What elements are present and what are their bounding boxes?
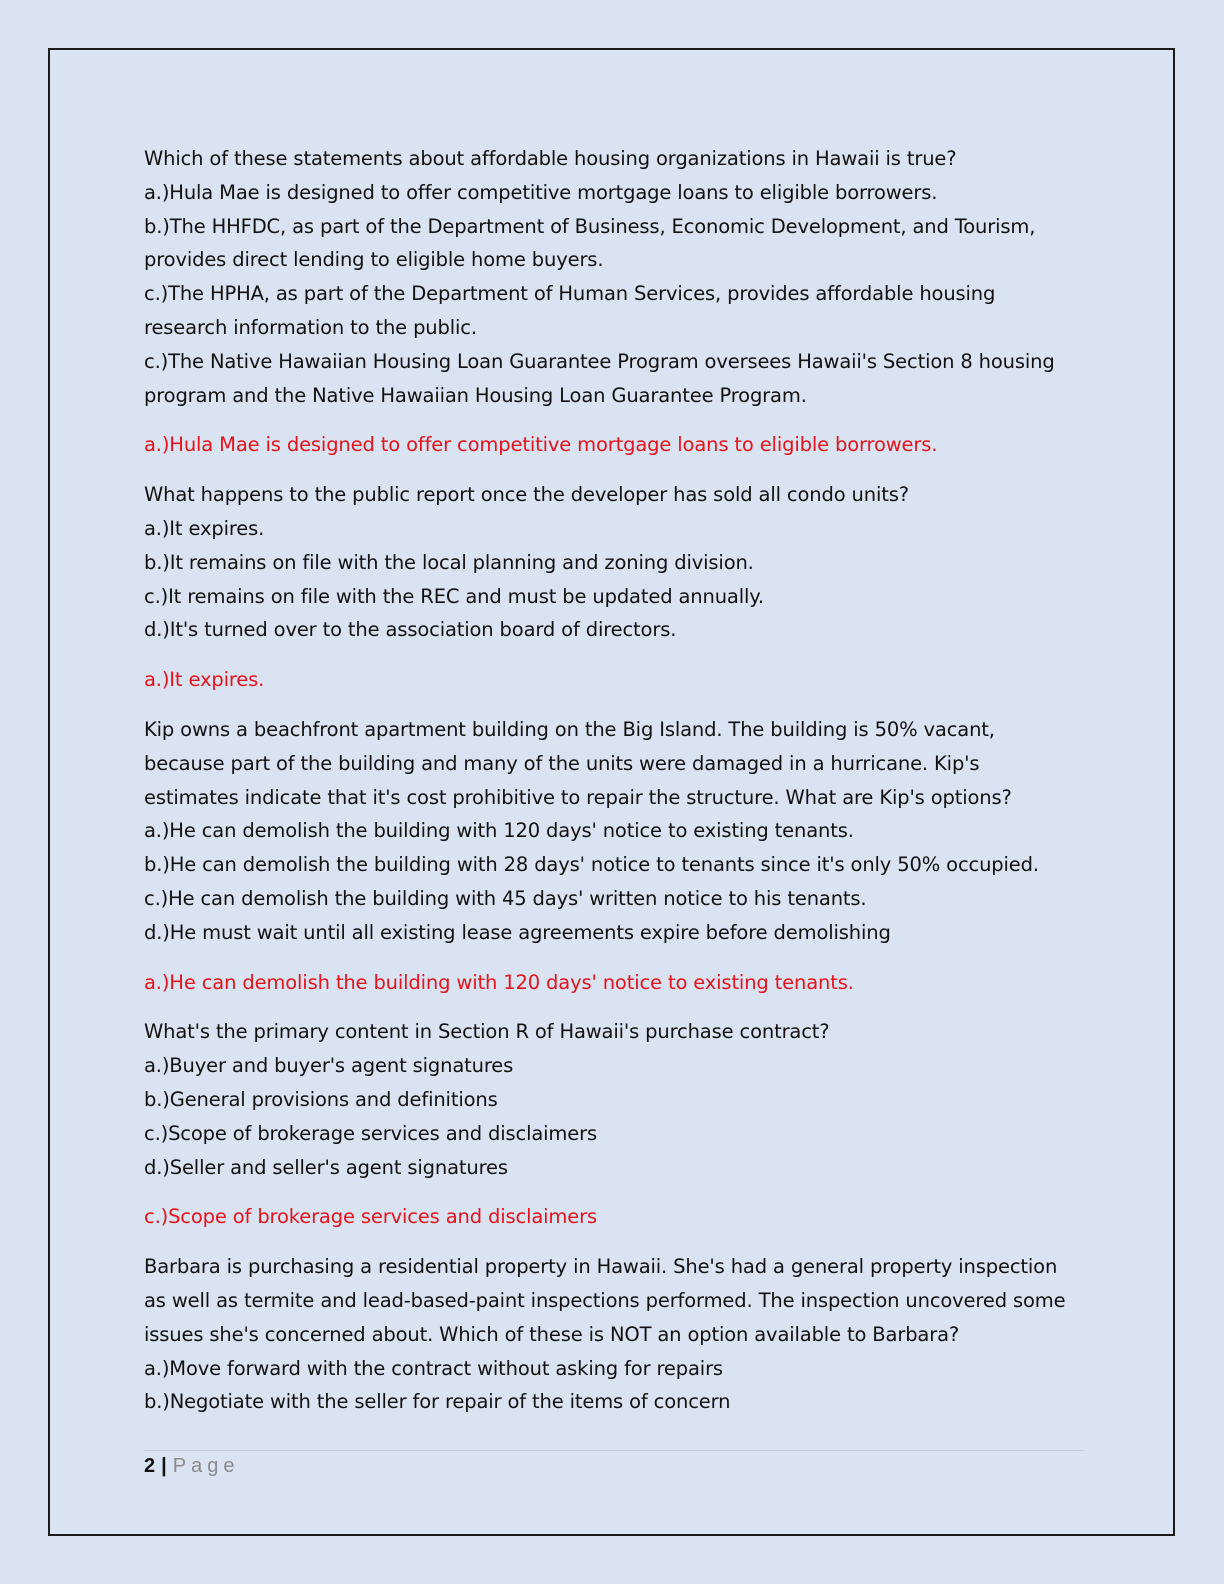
- question-1-answer: a.)Hula Mae is designed to offer competitive mortgage loans to eligible borrowers.: [144, 433, 938, 457]
- question-1-stem: Which of these statements about affordable housing organizations in Hawaii is true?: [144, 147, 957, 170]
- question-3: [144, 713, 1084, 950]
- question-3-answer: a.)He can demolish the building with 120 days' notice to existing tenants.: [144, 970, 854, 994]
- page-number: 2: [144, 1455, 156, 1477]
- question-4: [144, 1015, 1084, 1184]
- question-2-option-c: c.)It remains on file with the REC and must be updated annually.: [144, 584, 764, 608]
- question-3-option-d: d.)He must wait until all existing lease agreements expire before demolishing: [144, 920, 891, 944]
- question-5: [144, 1250, 1084, 1419]
- footer-divider: [144, 1450, 1084, 1451]
- question-2: [144, 478, 1084, 647]
- question-1-option-c: c.)The HPHA, as part of the Department of Human Services, provides affordable housing: [144, 282, 996, 306]
- question-2-answer: a.)It expires.: [144, 668, 265, 692]
- document-body: [144, 142, 1084, 1435]
- question-4-answer: c.)Scope of brokerage services and disclaimers: [144, 1205, 597, 1229]
- question-5-stem-line-1: Barbara is purchasing a residential property in Hawaii. She's had a general property inspection: [144, 1255, 1058, 1279]
- page-footer: [144, 1452, 239, 1480]
- question-2-stem: What happens to the public report once the developer has sold all condo units?: [144, 483, 909, 507]
- question-3-option-c: c.)He can demolish the building with 45 days' written notice to his tenants.: [144, 886, 867, 910]
- question-1-option-a: a.)Hula Mae is designed to offer competitive mortgage loans to eligible borrowers.: [144, 180, 938, 204]
- question-5-stem-line-3: issues she's concerned about. Which of these is NOT an option available to Barbara?: [144, 1322, 960, 1346]
- question-1-option-c-cont: research information to the public.: [144, 315, 477, 339]
- question-2-option-a: a.)It expires.: [144, 516, 265, 540]
- question-4-option-a: a.)Buyer and buyer's agent signatures: [144, 1054, 514, 1078]
- question-5-option-b: b.)Negotiate with the seller for repair of the items of concern: [144, 1390, 731, 1414]
- question-1-option-b: b.)The HHFDC, as part of the Department of Business, Economic Development, and Tourism,: [144, 214, 1036, 238]
- question-3-option-b: b.)He can demolish the building with 28 days' notice to tenants since it's only 50% occupied.: [144, 853, 1039, 877]
- page-label: Page: [172, 1455, 240, 1477]
- question-4-stem: What's the primary content in Section R of Hawaii's purchase contract?: [144, 1020, 830, 1044]
- question-1: [144, 142, 1084, 412]
- question-4-option-c: c.)Scope of brokerage services and disclaimers: [144, 1121, 597, 1145]
- question-4-option-d: d.)Seller and seller's agent signatures: [144, 1155, 508, 1179]
- question-1-option-d-cont: program and the Native Hawaiian Housing Loan Guarantee Program.: [144, 383, 807, 407]
- question-1-option-b-cont: provides direct lending to eligible home buyers.: [144, 248, 604, 272]
- question-3-stem-line-2: because part of the building and many of the units were damaged in a hurricane. Kip's: [144, 751, 980, 775]
- question-2-option-d: d.)It's turned over to the association board of directors.: [144, 618, 677, 642]
- question-5-option-a: a.)Move forward with the contract without asking for repairs: [144, 1356, 723, 1380]
- question-3-stem-line-3: estimates indicate that it's cost prohibitive to repair the structure. What are Kip's options?: [144, 785, 1012, 809]
- question-5-stem-line-2: as well as termite and lead-based-paint inspections performed. The inspection uncovered some: [144, 1288, 1066, 1312]
- question-3-stem-line-1: Kip owns a beachfront apartment building on the Big Island. The building is 50% vacant,: [144, 717, 995, 741]
- question-3-option-a: a.)He can demolish the building with 120 days' notice to existing tenants.: [144, 819, 854, 843]
- footer-separator: |: [161, 1455, 167, 1477]
- question-4-option-b: b.)General provisions and definitions: [144, 1087, 498, 1111]
- question-1-option-d: c.)The Native Hawaiian Housing Loan Guarantee Program oversees Hawaii's Section 8 housing: [144, 349, 1055, 373]
- question-2-option-b: b.)It remains on file with the local planning and zoning division.: [144, 550, 754, 574]
